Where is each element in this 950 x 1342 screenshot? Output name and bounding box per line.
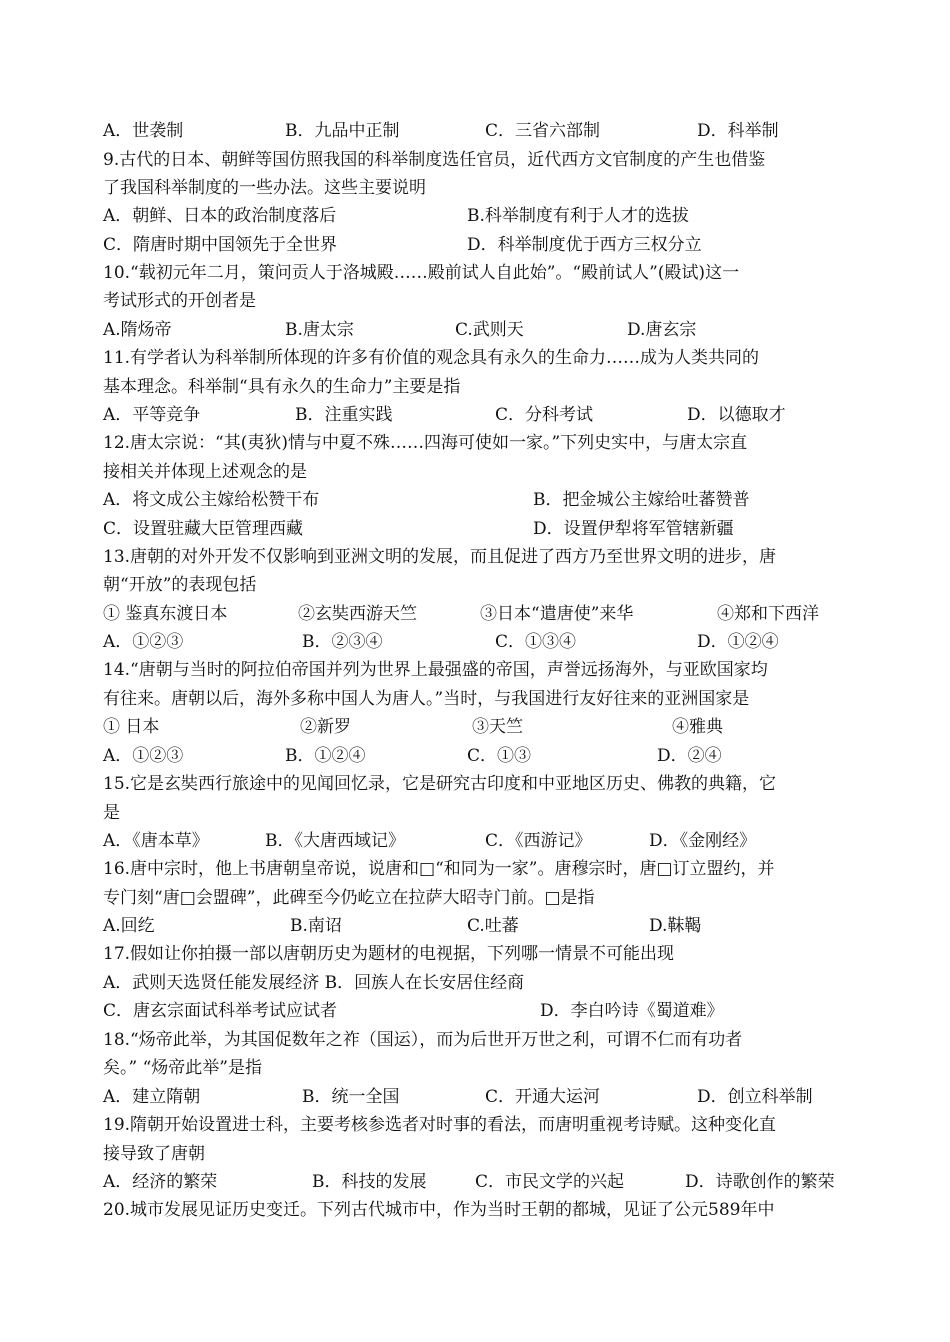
q13-item-3: ③日本“遣唐使”来华	[480, 604, 634, 624]
q11-stem-line1: 11.有学者认为科举制所体现的许多有价值的观念具有永久的生命力……成为人类共同的	[103, 348, 760, 368]
q10-option-c: C.武则天	[455, 320, 524, 340]
q17-option-c: C．唐玄宗面试科举考试应试者	[103, 1001, 338, 1021]
q19-stem-line2: 接导致了唐朝	[103, 1144, 205, 1164]
q14-stem-line1: 14.“唐朝与当时的阿拉伯帝国并列为世界上最强盛的帝国，声誉远扬海外，与亚欧国家均	[103, 660, 768, 680]
q19-stem-line1: 19.隋朝开始设置进士科，主要考核参选者对时事的看法，而唐明重视考诗赋。这种变化直	[103, 1115, 777, 1135]
q13-stem-line2: 朝“开放”的表现包括	[103, 575, 257, 595]
q14-item-4: ④雅典	[672, 717, 723, 737]
q10-option-b: B.唐太宗	[285, 320, 354, 340]
q15-stem-line1: 15.它是玄奘西行旅途中的见闻回忆录，它是研究古印度和中亚地区历史、佛教的典籍，它	[103, 774, 777, 794]
q8-option-d: D．科举制	[697, 121, 779, 141]
q15-option-b: B．《大唐西域记》	[265, 831, 405, 851]
q14-stem-line2: 有往来。唐朝以后，海外多称中国人为唐人。”当时，与我国进行友好往来的亚洲国家是	[103, 689, 750, 709]
q11-option-d: D．以德取才	[687, 405, 786, 425]
q8-option-b: B．九品中正制	[285, 121, 400, 141]
q19-option-b: B．科技的发展	[312, 1172, 427, 1192]
q13-item-1: ① 鉴真东渡日本	[103, 604, 228, 624]
q18-stem-line2: 矣。” “炀帝此举”是指	[103, 1058, 262, 1078]
q17-stem-line1: 17.假如让你拍摄一部以唐朝历史为题材的电视据，下列哪一情景不可能出现	[103, 944, 675, 964]
q16-option-a: A.回纥	[103, 916, 155, 936]
q15-option-d: D．《金刚经》	[649, 831, 757, 851]
q20-stem-line1: 20.城市发展见证历史变迁。下列古代城市中，作为当时王朝的都城，见证了公元589年中	[103, 1200, 775, 1220]
q10-stem-line1: 10.“载初元年二月，策问贡人于洛城殿……殿前试人自此始”。“殿前试人”(殿试)这一	[103, 263, 740, 283]
q9-option-d: D．科举制度优于西方三权分立	[467, 235, 702, 255]
q8-option-c: C．三省六部制	[485, 121, 601, 141]
q18-stem-line1: 18.“炀帝此举，为其国促数年之祚（国运），而为后世开万世之利，可谓不仁而有功者	[103, 1030, 743, 1050]
q11-stem-line2: 基本理念。科举制“具有永久的生命力”主要是指	[103, 377, 461, 397]
q16-stem-line1: 16.唐中宗时，他上书唐朝皇帝说，说唐和□“和同为一家”。唐穆宗时，唐□订立盟约，并	[103, 859, 775, 879]
q12-option-b: B．把金城公主嫁给吐蕃赞普	[533, 490, 750, 510]
q17-option-d: D．李白吟诗《蜀道难》	[540, 1001, 724, 1021]
q9-stem-line2: 了我国科举制度的一些办法。这些主要说明	[103, 178, 426, 198]
q17-option-ab: A．武则天选贤任能发展经济 B．回族人在长安居住经商	[103, 973, 525, 993]
q12-option-d: D．设置伊犁将军管辖新疆	[533, 519, 734, 539]
q13-option-c: C．①③④	[495, 632, 577, 652]
q12-option-a: A．将文成公主嫁给松赞干布	[103, 490, 320, 510]
q10-option-a: A.隋炀帝	[103, 320, 172, 340]
q19-option-d: D．诗歌创作的繁荣	[685, 1172, 835, 1192]
q18-option-a: A．建立隋朝	[103, 1087, 201, 1107]
q13-option-a: A．①②③	[103, 632, 184, 652]
q13-item-4: ④郑和下西洋	[717, 604, 819, 624]
q15-option-c: C．《西游记》	[485, 831, 592, 851]
q9-option-c: C．隋唐时期中国领先于全世界	[103, 235, 338, 255]
q14-option-c: C．①③	[467, 746, 532, 766]
q16-option-d: D.靺鞨	[649, 916, 702, 936]
q14-item-1: ① 日本	[103, 717, 160, 737]
q15-stem-line2: 是	[103, 803, 120, 823]
q9-option-b: B.科举制度有利于人才的选拔	[467, 206, 689, 226]
q16-stem-line2: 专门刻“唐□会盟碑”，此碑至今仍屹立在拉萨大昭寺门前。□是指	[103, 888, 595, 908]
q14-option-b: B．①②④	[285, 746, 366, 766]
q10-option-d: D.唐玄宗	[627, 320, 697, 340]
q11-option-a: A．平等竞争	[103, 405, 201, 425]
q13-stem-line1: 13.唐朝的对外开发不仅影响到亚洲文明的发展，而且促进了西方乃至世界文明的进步，唐	[103, 547, 777, 567]
q13-item-2: ②玄奘西游天竺	[298, 604, 417, 624]
q16-option-b: B.南诏	[290, 916, 342, 936]
q19-option-c: C．市民文学的兴起	[475, 1172, 625, 1192]
q16-option-c: C.吐蕃	[467, 916, 519, 936]
q12-stem-line2: 接相关并体现上述观念的是	[103, 462, 307, 482]
q14-option-d: D．②④	[657, 746, 722, 766]
q11-option-c: C．分科考试	[495, 405, 594, 425]
q9-option-a: A．朝鲜、日本的政治制度落后	[103, 206, 337, 226]
q13-option-d: D．①②④	[697, 632, 779, 652]
q14-item-3: ③天竺	[472, 717, 523, 737]
q18-option-c: C．开通大运河	[485, 1087, 601, 1107]
q15-option-a: A．《唐本草》	[103, 831, 209, 851]
q8-option-a: A．世袭制	[103, 121, 184, 141]
q14-option-a: A．①②③	[103, 746, 184, 766]
q12-stem-line1: 12.唐太宗说：“其(夷狄)情与中夏不殊……四海可使如一家。”下列史实中，与唐太宗直	[103, 433, 748, 453]
q11-option-b: B．注重实践	[295, 405, 393, 425]
q18-option-b: B．统一全国	[302, 1087, 400, 1107]
q19-option-a: A．经济的繁荣	[103, 1172, 218, 1192]
q18-option-d: D．创立科举制	[697, 1087, 813, 1107]
q13-option-b: B．②③④	[302, 632, 383, 652]
q9-stem-line1: 9.古代的日本、朝鲜等国仿照我国的科举制度选任官员，近代西方文官制度的产生也借鉴	[103, 150, 766, 170]
q12-option-c: C．设置驻藏大臣管理西藏	[103, 519, 304, 539]
q14-item-2: ②新罗	[300, 717, 351, 737]
q10-stem-line2: 考试形式的开创者是	[103, 291, 256, 311]
